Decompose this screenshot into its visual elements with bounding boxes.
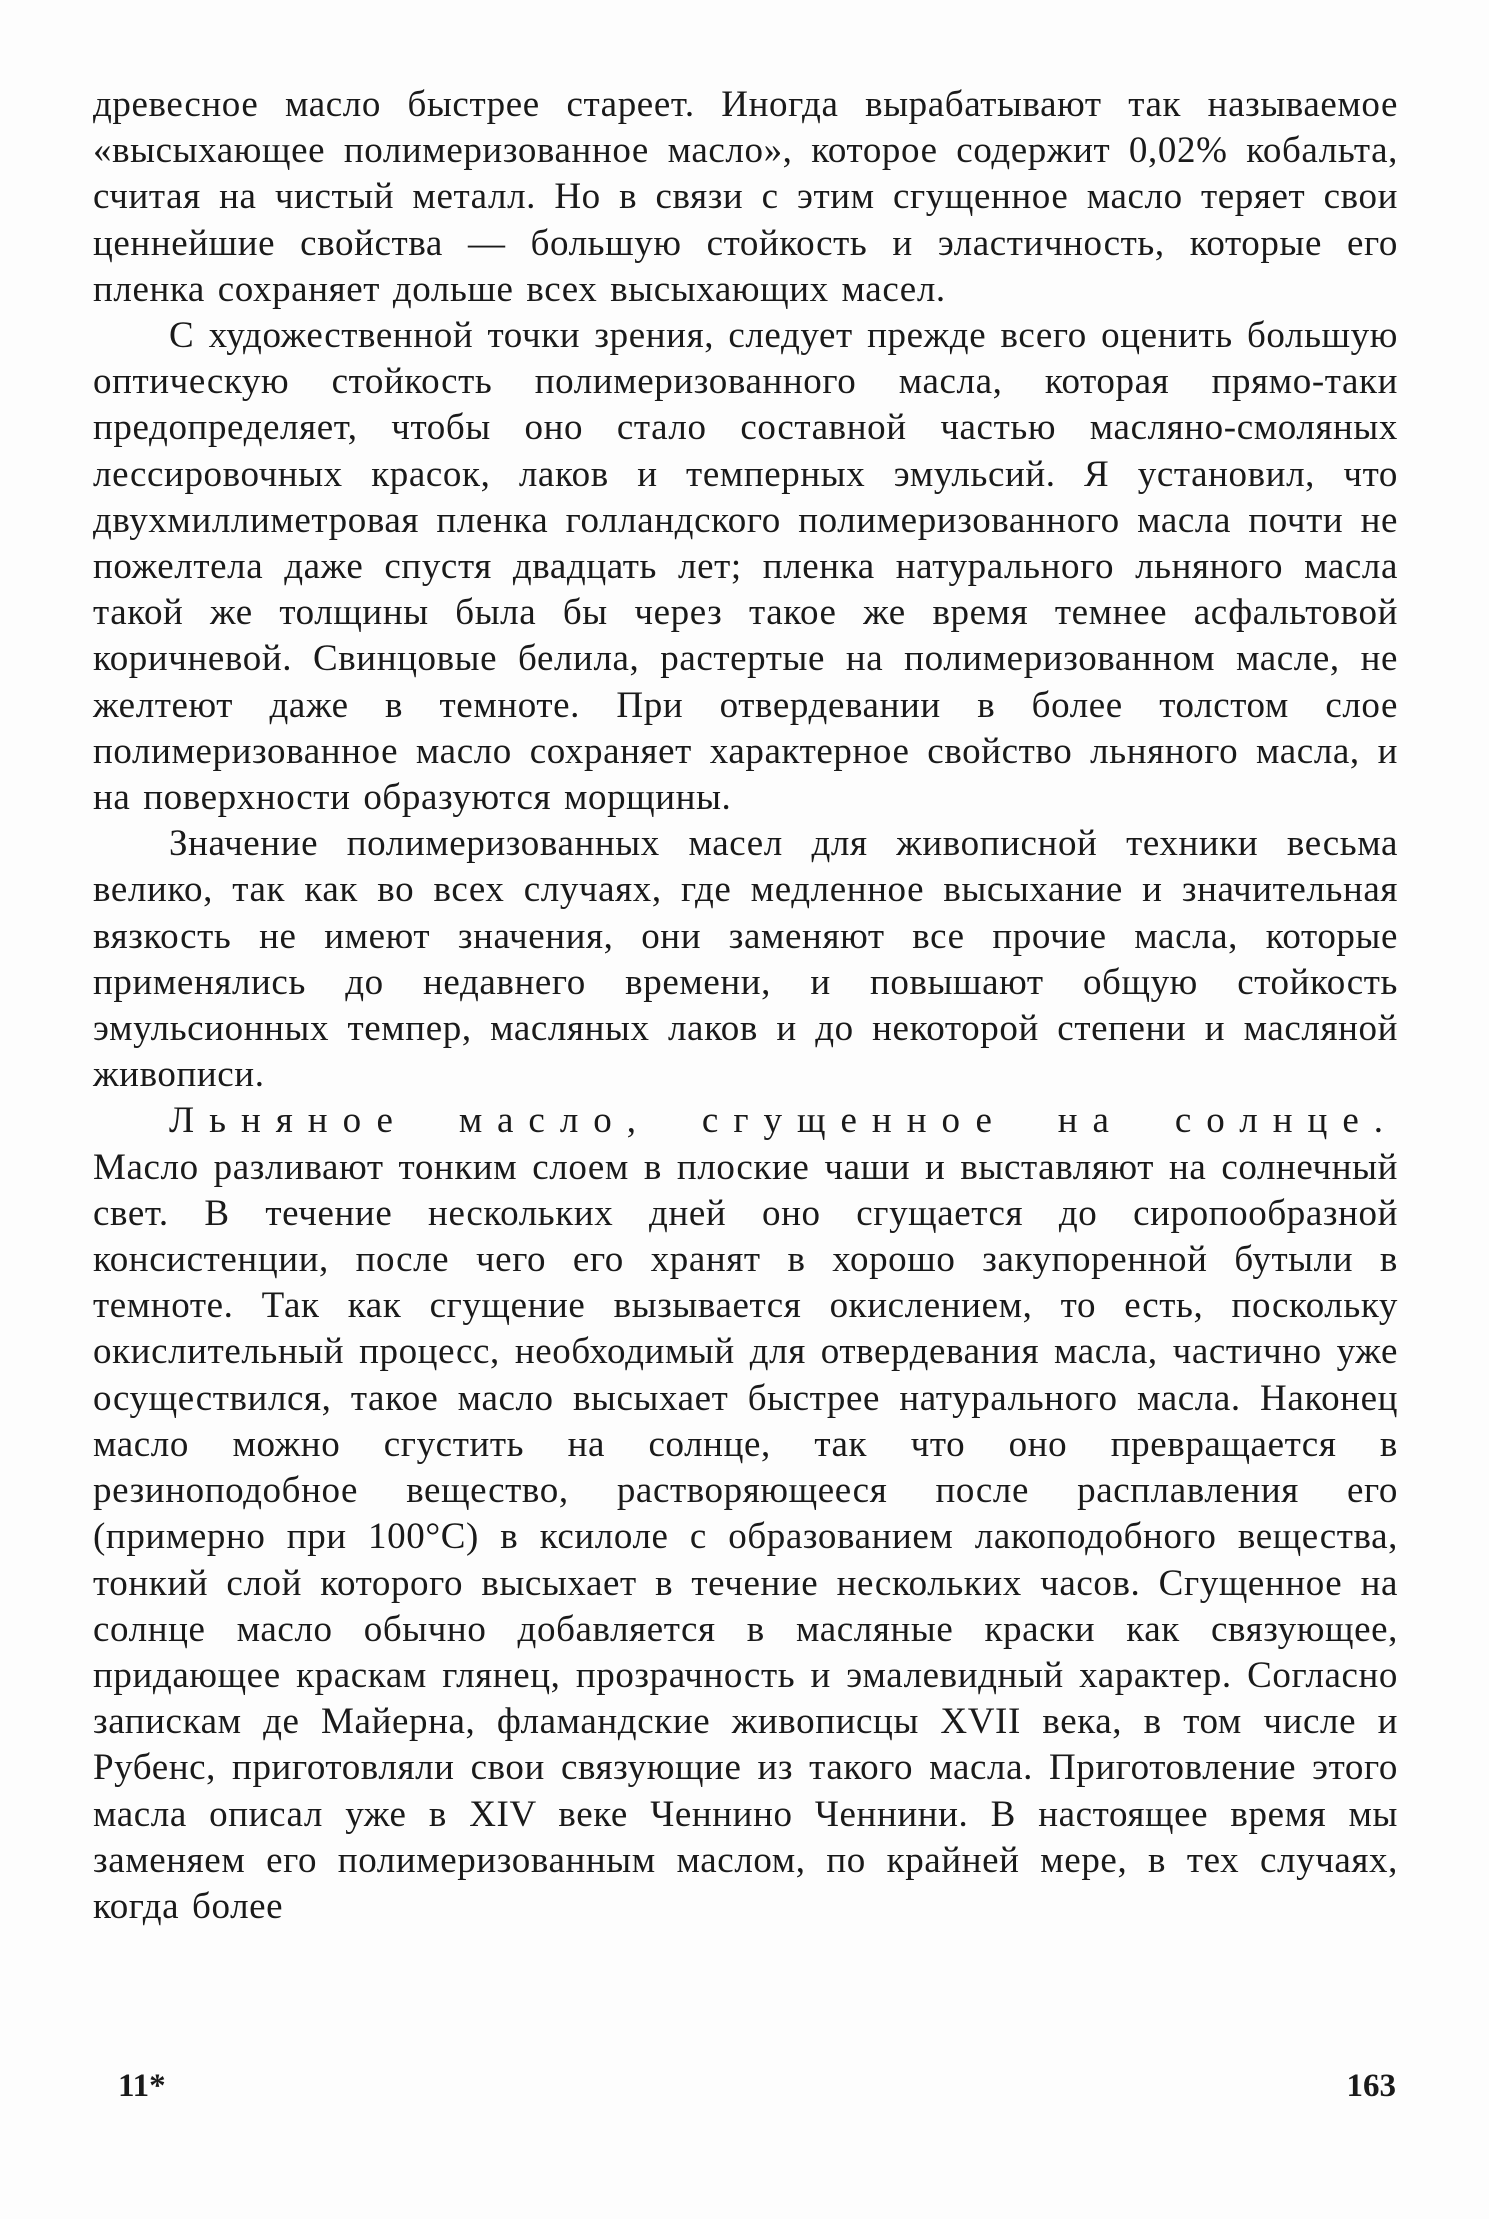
paragraph-4-text: Масло разливают тонким слоем в плоские чаши и выставляют на солнечный свет. В течение нескольких дней оно сгущается до сиропообразной консистенции, после чего его хранят в хорошо закупоренной бутыли в темноте. Так как сгущение вызывается окислением, то есть, поскольку окислительный процесс, необходимый для отвердевания масла, частично уже осуществился, такое масло высыхает быстрее натурального масла. Наконец масло можно сгустить на солнце, так что оно превращается в резиноподобное вещество, растворяющееся после расплавления его (примерно при 100°С) в ксилоле с образованием лакоподобного вещества, тонкий слой которого высыхает в течение нескольких часов. Сгущенное на солнце масло обычно добавляется в масляные краски как связующее, придающее краскам глянец, прозрачность и эмалевидный характер. Согласно запискам де Майерна, фламандские живописцы XVII века, в том числе и Рубенс, приготовляли свои связующие из такого масла. Приготовление этого масла описал уже в XIV веке Ченнино Ченнини. В настоящее время мы заменяем его полимеризованным маслом, по крайней мере, в тех случаях, когда более: [93, 1146, 1398, 1927]
section-heading: Льняное масло, сгущенное на солнце.: [169, 1100, 1398, 1142]
body-text: [93, 82, 1398, 1930]
paragraph-2: С художественной точки зрения, следует прежде всего оценить большую оптическую стойкость полимеризованного масла, которая прямо-таки предопределяет, чтобы оно стало составной частью масляно-смоляных лессировочных красок, лаков и темперных эмульсий. Я установил, что двухмиллиметровая пленка голландского полимеризованного масла почти не пожелтела даже спустя двадцать лет; пленка натурального льняного масла такой же толщины была бы через такое же время темнее асфальтовой коричневой. Свинцовые белила, растертые на полимеризованном масле, не желтеют даже в темноте. При отвердевании в более толстом слое полимеризованное масло сохраняет характерное свойство льняного масла, и на поверхности образуются морщины.: [93, 315, 1398, 819]
signature-mark: 11*: [118, 2068, 166, 2104]
paragraph-3: Значение полимеризованных масел для живописной техники весьма велико, так как во всех случаях, где медленное высыхание и значительная вязкость не имеют значения, они заменяют все прочие масла, которые применялись до недавнего времени, и повышают общую стойкость эмульсионных темпер, масляных лаков и до некоторой степени и масляной живописи.: [93, 823, 1398, 1096]
paragraph-1: древесное масло быстрее стареет. Иногда вырабатывают так называемое «высыхающее полимеризованное масло», которое содержит 0,02% кобальта, считая на чистый металл. Но в связи с этим сгущенное масло теряет свои ценнейшие свойства — большую стойкость и эластичность, которые его пленка сохраняет дольше всех высыхающих масел.: [93, 84, 1398, 310]
page-number: 163: [1346, 2068, 1396, 2104]
paragraph-4: [93, 1098, 1398, 1930]
